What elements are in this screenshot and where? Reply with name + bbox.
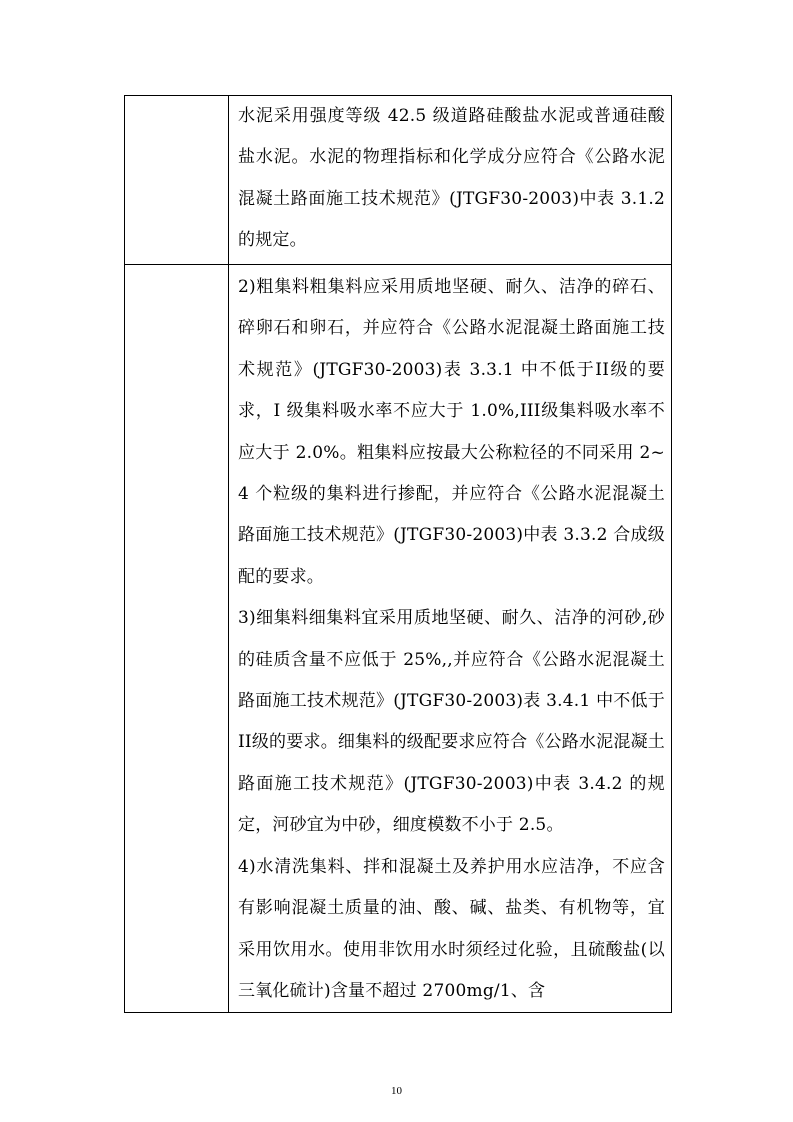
table-row bbox=[125, 265, 672, 1013]
table-cell-content bbox=[229, 96, 672, 265]
page-number: 10 bbox=[391, 1085, 402, 1097]
paragraph-water: 4)水清洗集料、拌和混凝土及养护用水应洁净，不应含有影响混凝土质量的油、酸、碱、盐类、有机物等，宜采用饮用水。使用非饮用水时须经过化验，且硫酸盐(以三氧化硫计)含量不超过 2700mg/1、含 bbox=[238, 856, 665, 1001]
specification-table bbox=[124, 95, 672, 1013]
table-cell-label bbox=[125, 96, 229, 265]
paragraph-coarse-aggregate: 2)粗集料粗集料应采用质地坚硬、耐久、洁净的碎石、碎卵石和卵石，并应符合《公路水泥混凝土路面施工技术规范》(JTGF30-2003)表 3.3.1 中不低于II级的要求，I 级集料吸水率不应大于 1.0%,III级集料吸水率不应大于 2.0%。粗集料应按最大公称粒径的不同采用 2~4 个粒级的集料进行掺配，并应符合《公路水泥混凝土路面施工技术规范》(JTGF30-2003)中表 3.3.2 合成级配的要求。 bbox=[238, 277, 665, 587]
table-cell-label bbox=[125, 265, 229, 1013]
paragraph-fine-aggregate: 3)细集料细集料宜采用质地坚硬、耐久、洁净的河砂,砂的硅质含量不应低于 25%,,并应符合《公路水泥混凝土路面施工技术规范》(JTGF30-2003)表 3.4.1 中不低于II级的要求。细集料的级配要求应符合《公路水泥混凝土路面施工技术规范》(JTGF30-2003)中表 3.4.2 的规定，河砂宜为中砂，细度模数不小于 2.5。 bbox=[238, 608, 665, 836]
table-row bbox=[125, 96, 672, 265]
paragraph-cement: 水泥采用强度等级 42.5 级道路硅酸盐水泥或普通硅酸盐水泥。水泥的物理指标和化学成分应符合《公路水泥混凝土路面施工技术规范》(JTGF30-2003)中表 3.1.2 的规定。 bbox=[238, 106, 665, 251]
table-cell-content bbox=[229, 265, 672, 1013]
